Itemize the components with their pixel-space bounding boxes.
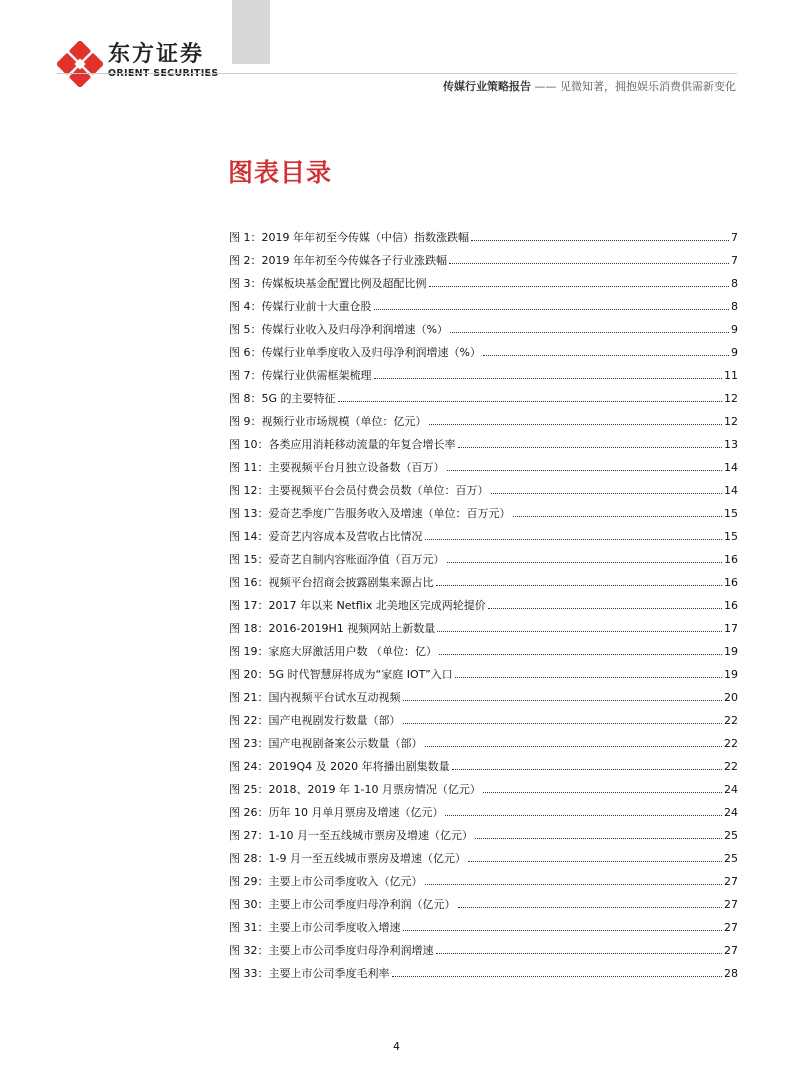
toc-leader-dots bbox=[392, 976, 723, 977]
toc-entry-page: 20 bbox=[724, 691, 738, 704]
toc-entry-page: 27 bbox=[724, 875, 738, 888]
toc-leader-dots bbox=[374, 378, 723, 379]
header-separator: —— bbox=[534, 80, 557, 93]
toc-entry-page: 19 bbox=[724, 645, 738, 658]
toc-leader-dots bbox=[374, 309, 730, 310]
toc-entry-page: 12 bbox=[724, 415, 738, 428]
toc-entry[interactable] bbox=[229, 245, 738, 268]
toc-leader-dots bbox=[429, 424, 723, 425]
toc-entry[interactable] bbox=[229, 774, 738, 797]
toc-leader-dots bbox=[439, 654, 722, 655]
toc-leader-dots bbox=[425, 539, 723, 540]
toc-entry-label: 图 32：主要上市公司季度归母净利润增速 bbox=[229, 944, 434, 957]
report-header bbox=[443, 78, 736, 94]
toc-leader-dots bbox=[429, 286, 730, 287]
toc-leader-dots bbox=[483, 792, 722, 793]
toc-entry-page: 14 bbox=[724, 461, 738, 474]
report-title: 传媒行业策略报告 bbox=[443, 80, 531, 93]
toc-entry-page: 19 bbox=[724, 668, 738, 681]
toc-entry[interactable] bbox=[229, 912, 738, 935]
toc-entry-page: 7 bbox=[731, 231, 738, 244]
toc-entry-label: 图 15：爱奇艺自制内容账面净值（百万元） bbox=[229, 553, 445, 566]
toc-entry-page: 28 bbox=[724, 967, 738, 980]
toc-entry-page: 24 bbox=[724, 783, 738, 796]
toc-entry[interactable] bbox=[229, 291, 738, 314]
toc-entry[interactable] bbox=[229, 268, 738, 291]
toc-entry-label: 图 12：主要视频平台会员付费会员数（单位：百万） bbox=[229, 484, 489, 497]
toc-entry-label: 图 11：主要视频平台月独立设备数（百万） bbox=[229, 461, 445, 474]
toc-entry-page: 25 bbox=[724, 829, 738, 842]
toc-entry[interactable] bbox=[229, 889, 738, 912]
toc-entry-label: 图 13：爱奇艺季度广告服务收入及增速（单位：百万元） bbox=[229, 507, 511, 520]
toc-entry[interactable] bbox=[229, 705, 738, 728]
toc-entry-page: 22 bbox=[724, 760, 738, 773]
toc-leader-dots bbox=[449, 263, 729, 264]
toc-leader-dots bbox=[471, 240, 729, 241]
toc-leader-dots bbox=[458, 447, 723, 448]
logo-wordmark bbox=[108, 42, 218, 80]
toc-entry[interactable] bbox=[229, 406, 738, 429]
toc-leader-dots bbox=[338, 401, 722, 402]
toc-entry-page: 15 bbox=[724, 530, 738, 543]
toc-leader-dots bbox=[475, 838, 722, 839]
toc-entry-label: 图 18：2016-2019H1 视频网站上新数量 bbox=[229, 622, 436, 635]
toc-entry[interactable] bbox=[229, 843, 738, 866]
toc-entry-label: 图 29：主要上市公司季度收入（亿元） bbox=[229, 875, 423, 888]
toc-leader-dots bbox=[425, 746, 723, 747]
toc-leader-dots bbox=[436, 953, 723, 954]
orient-securities-logo-icon bbox=[57, 41, 103, 87]
toc-entry-page: 9 bbox=[731, 346, 738, 359]
toc-entry-page: 22 bbox=[724, 737, 738, 750]
toc-entry[interactable] bbox=[229, 452, 738, 475]
toc-entry-label: 图 33：主要上市公司季度毛利率 bbox=[229, 967, 390, 980]
figure-toc-list bbox=[229, 222, 738, 981]
toc-entry-label: 图 26：历年 10 月单月票房及增速（亿元） bbox=[229, 806, 444, 819]
toc-entry[interactable] bbox=[229, 682, 738, 705]
header-grey-tab bbox=[232, 0, 270, 64]
toc-entry-label: 图 5：传媒行业收入及归母净利润增速（%） bbox=[229, 323, 448, 336]
toc-entry[interactable] bbox=[229, 935, 738, 958]
toc-entry[interactable] bbox=[229, 521, 738, 544]
report-subtitle: 见微知著，拥抱娱乐消费供需新变化 bbox=[560, 80, 736, 93]
toc-entry-page: 27 bbox=[724, 898, 738, 911]
toc-entry-label: 图 9：视频行业市场规模（单位：亿元） bbox=[229, 415, 427, 428]
toc-entry-label: 图 23：国产电视剧备案公示数量（部） bbox=[229, 737, 423, 750]
toc-entry-label: 图 7：传媒行业供需框架梳理 bbox=[229, 369, 372, 382]
toc-entry[interactable] bbox=[229, 590, 738, 613]
toc-entry-page: 7 bbox=[731, 254, 738, 267]
toc-entry-page: 22 bbox=[724, 714, 738, 727]
toc-entry-page: 16 bbox=[724, 576, 738, 589]
toc-entry-page: 27 bbox=[724, 944, 738, 957]
company-name-en bbox=[108, 68, 218, 80]
toc-entry-page: 9 bbox=[731, 323, 738, 336]
toc-entry-label: 图 2：2019 年年初至今传媒各子行业涨跌幅 bbox=[229, 254, 447, 267]
toc-entry[interactable] bbox=[229, 222, 738, 245]
toc-entry-page: 13 bbox=[724, 438, 738, 451]
toc-entry-label: 图 6：传媒行业单季度收入及归母净利润增速（%） bbox=[229, 346, 481, 359]
toc-leader-dots bbox=[425, 884, 723, 885]
toc-entry[interactable] bbox=[229, 866, 738, 889]
toc-entry-label: 图 17：2017 年以来 Netflix 北美地区完成两轮提价 bbox=[229, 599, 486, 612]
toc-entry-page: 8 bbox=[731, 277, 738, 290]
toc-leader-dots bbox=[447, 562, 723, 563]
toc-entry[interactable] bbox=[229, 429, 738, 452]
toc-entry-page: 15 bbox=[724, 507, 738, 520]
toc-entry-label: 图 21：国内视频平台试水互动视频 bbox=[229, 691, 401, 704]
toc-entry-label: 图 25：2018、2019 年 1-10 月票房情况（亿元） bbox=[229, 783, 481, 796]
toc-leader-dots bbox=[455, 677, 722, 678]
toc-entry-page: 8 bbox=[731, 300, 738, 313]
toc-entry-label: 图 30：主要上市公司季度归母净利润（亿元） bbox=[229, 898, 456, 911]
page-number: 4 bbox=[393, 1040, 400, 1053]
toc-leader-dots bbox=[403, 700, 723, 701]
toc-entry-label: 图 3：传媒板块基金配置比例及超配比例 bbox=[229, 277, 427, 290]
toc-entry[interactable] bbox=[229, 383, 738, 406]
toc-entry-label: 图 22：国产电视剧发行数量（部） bbox=[229, 714, 401, 727]
toc-leader-dots bbox=[450, 332, 729, 333]
toc-leader-dots bbox=[436, 585, 723, 586]
toc-entry[interactable] bbox=[229, 820, 738, 843]
toc-leader-dots bbox=[403, 723, 723, 724]
toc-entry-page: 16 bbox=[724, 599, 738, 612]
toc-entry-label: 图 27：1-10 月一至五线城市票房及增速（亿元） bbox=[229, 829, 473, 842]
toc-entry-page: 24 bbox=[724, 806, 738, 819]
toc-entry-label: 图 28：1-9 月一至五线城市票房及增速（亿元） bbox=[229, 852, 466, 865]
toc-entry-label: 图 1：2019 年年初至今传媒（中信）指数涨跌幅 bbox=[229, 231, 469, 244]
toc-entry[interactable] bbox=[229, 659, 738, 682]
toc-entry[interactable] bbox=[229, 636, 738, 659]
toc-leader-dots bbox=[458, 907, 723, 908]
toc-leader-dots bbox=[483, 355, 729, 356]
toc-entry-page: 16 bbox=[724, 553, 738, 566]
toc-entry[interactable] bbox=[229, 314, 738, 337]
toc-leader-dots bbox=[445, 815, 722, 816]
toc-entry[interactable] bbox=[229, 475, 738, 498]
toc-entry[interactable] bbox=[229, 751, 738, 774]
toc-leader-dots bbox=[513, 516, 723, 517]
toc-entry[interactable] bbox=[229, 567, 738, 590]
toc-entry[interactable] bbox=[229, 498, 738, 521]
header-divider bbox=[57, 73, 737, 74]
toc-entry[interactable] bbox=[229, 797, 738, 820]
toc-leader-dots bbox=[491, 493, 723, 494]
toc-entry[interactable] bbox=[229, 337, 738, 360]
toc-leader-dots bbox=[488, 608, 722, 609]
toc-leader-dots bbox=[447, 470, 723, 471]
toc-entry-page: 11 bbox=[724, 369, 738, 382]
toc-entry-page: 27 bbox=[724, 921, 738, 934]
toc-entry-page: 17 bbox=[724, 622, 738, 635]
toc-entry[interactable] bbox=[229, 613, 738, 636]
company-name-cn: 东方证券 bbox=[108, 42, 205, 67]
toc-leader-dots bbox=[403, 930, 723, 931]
toc-leader-dots bbox=[437, 631, 722, 632]
toc-entry-label: 图 8：5G 的主要特征 bbox=[229, 392, 336, 405]
toc-entry-label: 图 19：家庭大屏激活用户数 （单位：亿） bbox=[229, 645, 437, 658]
toc-entry-label: 图 10：各类应用消耗移动流量的年复合增长率 bbox=[229, 438, 456, 451]
toc-entry-page: 14 bbox=[724, 484, 738, 497]
toc-entry[interactable] bbox=[229, 958, 738, 981]
toc-entry[interactable] bbox=[229, 360, 738, 383]
toc-entry[interactable] bbox=[229, 728, 738, 751]
toc-entry-label: 图 14：爱奇艺内容成本及营收占比情况 bbox=[229, 530, 423, 543]
toc-entry-label: 图 16：视频平台招商会披露剧集来源占比 bbox=[229, 576, 434, 589]
toc-entry-label: 图 24：2019Q4 及 2020 年将播出剧集数量 bbox=[229, 760, 450, 773]
toc-entry-label: 图 31：主要上市公司季度收入增速 bbox=[229, 921, 401, 934]
toc-entry[interactable] bbox=[229, 544, 738, 567]
toc-entry-label: 图 20：5G 时代智慧屏将成为“家庭 IOT”入口 bbox=[229, 668, 453, 681]
toc-leader-dots bbox=[468, 861, 722, 862]
toc-entry-label: 图 4：传媒行业前十大重仓股 bbox=[229, 300, 372, 313]
toc-leader-dots bbox=[452, 769, 722, 770]
toc-entry-page: 25 bbox=[724, 852, 738, 865]
toc-entry-page: 12 bbox=[724, 392, 738, 405]
toc-heading: 图表目录 bbox=[228, 158, 333, 187]
